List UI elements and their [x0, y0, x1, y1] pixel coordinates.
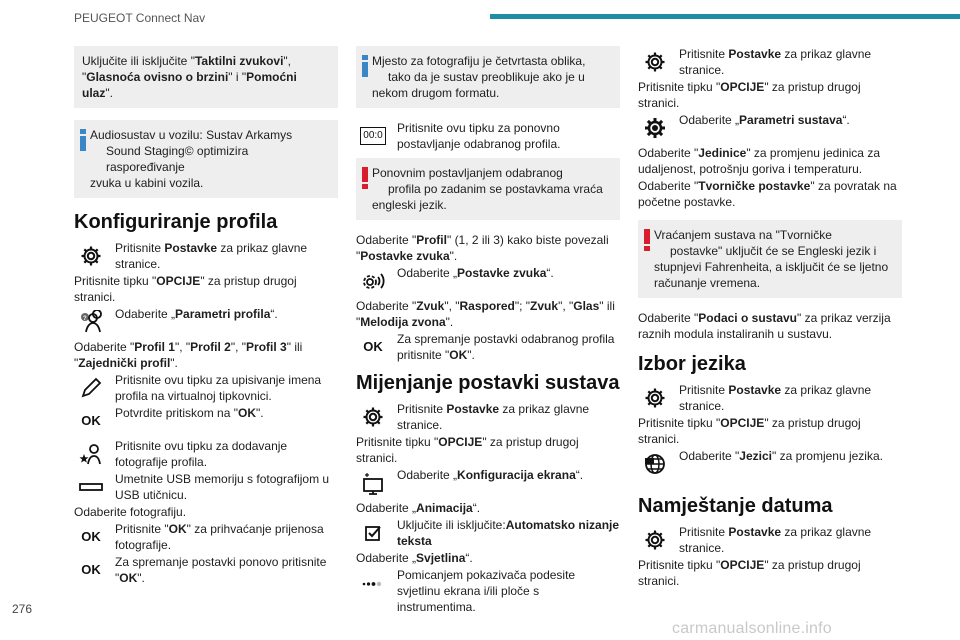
watermark: carmanualsonline.info — [672, 620, 832, 637]
column-3 — [638, 46, 902, 590]
gear-icon[interactable] — [74, 240, 108, 272]
paragraph-options: Pritisnite tipku "OPCIJE" za pristup drugoj stranici. — [638, 416, 861, 446]
ok-button-icon[interactable]: OK — [81, 413, 101, 428]
step-add-photo: Pritisnite ovu tipku za dodavanje fotografije profila. — [74, 438, 338, 470]
step-auto-scroll: Uključite ili isključite:Automatsko nizanje teksta — [356, 517, 620, 549]
step-settings: Pritisnite Postavke za prikaz glavne stranice. — [638, 382, 902, 414]
warning-note-factory: Vraćanjem sustava na "Tvorničke postavke" uključit će se Engleski jezik i stupnjevi Fahrenheita, a isključit će se ljetno računanje vremena. — [638, 220, 902, 298]
warning-icon — [644, 229, 650, 251]
paragraph-animation: Odaberite „Animacija“. — [356, 501, 481, 515]
heading-language: Izbor jezika — [638, 353, 746, 375]
warning-note-reset: Ponovnim postavljanjem odabranog profila po zadanim se postavkama vraća engleski jezik. — [356, 158, 620, 220]
gear-icon[interactable] — [638, 46, 672, 78]
note-sound-options: Uključite ili isključite "Taktilni zvukovi", "Glasnoća ovisno o brzini" i "Pomoćni ulaz". — [74, 46, 338, 108]
heading-system-settings: Mijenjanje postavki sustava — [356, 372, 620, 394]
paragraph-units: Odaberite "Jedinice" za promjenu jedinica za udaljenost, potrošnju goriva i temperaturu. — [638, 146, 880, 176]
page-number: 276 — [12, 602, 33, 616]
warning-icon — [362, 167, 368, 189]
header-title: PEUGEOT Connect Nav — [74, 11, 206, 25]
step-settings: Pritisnite Postavke za prikaz glavne stranice. — [638, 524, 902, 556]
paragraph-factory-settings: Odaberite "Tvorničke postavke" za povratak na početne postavke. — [638, 179, 897, 209]
step-languages: Odaberite "Jezici" za promjenu jezika. — [638, 448, 902, 480]
paragraph-link-profile: Odaberite "Profil" (1, 2 ili 3) kako biste povezali "Postavke zvuka". — [356, 233, 609, 263]
step-reset-profile: 00:0 Pritisnite ovu tipku za ponovno postavljanje odabranog profila. — [356, 120, 620, 152]
svg-text:?: ? — [83, 316, 87, 322]
step-confirm-ok: OK Potvrdite pritiskom na "OK". — [74, 405, 338, 437]
step-settings: Pritisnite Postavke za prikaz glavne stranice. — [74, 240, 338, 272]
pencil-icon[interactable] — [74, 372, 108, 404]
paragraph-profile-choice: Odaberite "Profil 1", "Profil 2", "Profil 3" ili "Zajednički profil". — [74, 340, 303, 370]
step-save-settings: OK Za spremanje postavki ponovo pritisnite "OK". — [74, 554, 338, 586]
paragraph-choose-photo: Odaberite fotografiju. — [74, 505, 187, 519]
add-photo-profile-icon[interactable] — [74, 438, 108, 470]
step-brightness-slider: Pomicanjem pokazivača podesite svjetlinu ekrana i/ili ploče s instrumentima. — [356, 567, 620, 615]
paragraph-brightness: Odaberite „Svjetlina“. — [356, 551, 473, 565]
heading-configure-profile: Konfiguriranje profila — [74, 211, 278, 233]
step-screen-config: Odaberite „Konfiguracija ekrana“. — [356, 467, 620, 499]
column-1 — [74, 46, 338, 587]
brightness-slider-icon[interactable] — [356, 567, 390, 599]
info-note-photo-format: Mjesto za fotografiju je četvrtasta oblika, tako da je sustav preoblikuje ako je u nekom drugom formatu. — [356, 46, 620, 108]
checkbox-icon[interactable] — [356, 517, 390, 549]
header-accent-bar — [490, 14, 960, 19]
paragraph-options: Pritisnite tipku "OPCIJE" za pristup drugoj stranici. — [638, 558, 861, 588]
step-accept-upload: OK Pritisnite "OK" za prihvaćanje prijenosa fotografije. — [74, 521, 338, 553]
paragraph-options: Pritisnite tipku "OPCIJE" za pristup drugoj stranici. — [638, 80, 861, 110]
screen-config-icon[interactable] — [356, 467, 390, 499]
gear-icon[interactable] — [356, 401, 390, 433]
ok-button-icon[interactable]: OK — [81, 529, 101, 544]
step-settings: Pritisnite Postavke za prikaz glavne stranice. — [356, 401, 620, 433]
usb-stick-icon — [74, 471, 108, 503]
profile-icon[interactable] — [74, 306, 108, 338]
paragraph-options: Pritisnite tipku "OPCIJE" za pristup drugoj stranici. — [74, 274, 297, 304]
column-2 — [356, 46, 620, 616]
gear-icon[interactable] — [638, 382, 672, 414]
step-edit-name: Pritisnite ovu tipku za upisivanje imena profila na virtualnoj tipkovnici. — [74, 372, 338, 404]
reset-icon[interactable]: 00:0 — [356, 120, 390, 152]
paragraph-system-info: Odaberite "Podaci o sustavu" za prikaz verzija raznih modula instaliranih u sustavu. — [638, 311, 891, 341]
paragraph-sound-options: Odaberite "Zvuk", "Raspored"; "Zvuk", "Glas" ili "Melodija zvona". — [356, 299, 615, 329]
step-save-profile: OK Za spremanje postavki odabranog profila pritisnite "OK". — [356, 331, 620, 363]
step-insert-usb: Umetnite USB memoriju s fotografijom u USB utičnicu. — [74, 471, 338, 503]
system-params-icon[interactable] — [638, 112, 672, 144]
info-icon — [362, 55, 368, 77]
gear-icon[interactable] — [638, 524, 672, 556]
ok-button-icon[interactable]: OK — [363, 339, 383, 354]
step-sound-settings: Odaberite „Postavke zvuka“. — [356, 265, 620, 297]
ok-button-icon[interactable]: OK — [81, 562, 101, 577]
paragraph-options: Pritisnite tipku "OPCIJE" za pristup drugoj stranici. — [356, 435, 579, 465]
language-icon[interactable] — [638, 448, 672, 480]
step-settings: Pritisnite Postavke za prikaz glavne stranice. — [638, 46, 902, 78]
step-system-params: Odaberite „Parametri sustava“. — [638, 112, 902, 144]
heading-date: Namještanje datuma — [638, 495, 833, 517]
step-profile-params: ? Odaberite „Parametri profila“. — [74, 306, 338, 338]
sound-settings-icon[interactable] — [356, 265, 390, 297]
info-icon — [80, 129, 86, 151]
info-note-arkamys: Audiosustav u vozilu: Sustav Arkamys Sound Staging© optimizira raspoređivanje zvuka u kabini vozila. — [74, 120, 338, 198]
